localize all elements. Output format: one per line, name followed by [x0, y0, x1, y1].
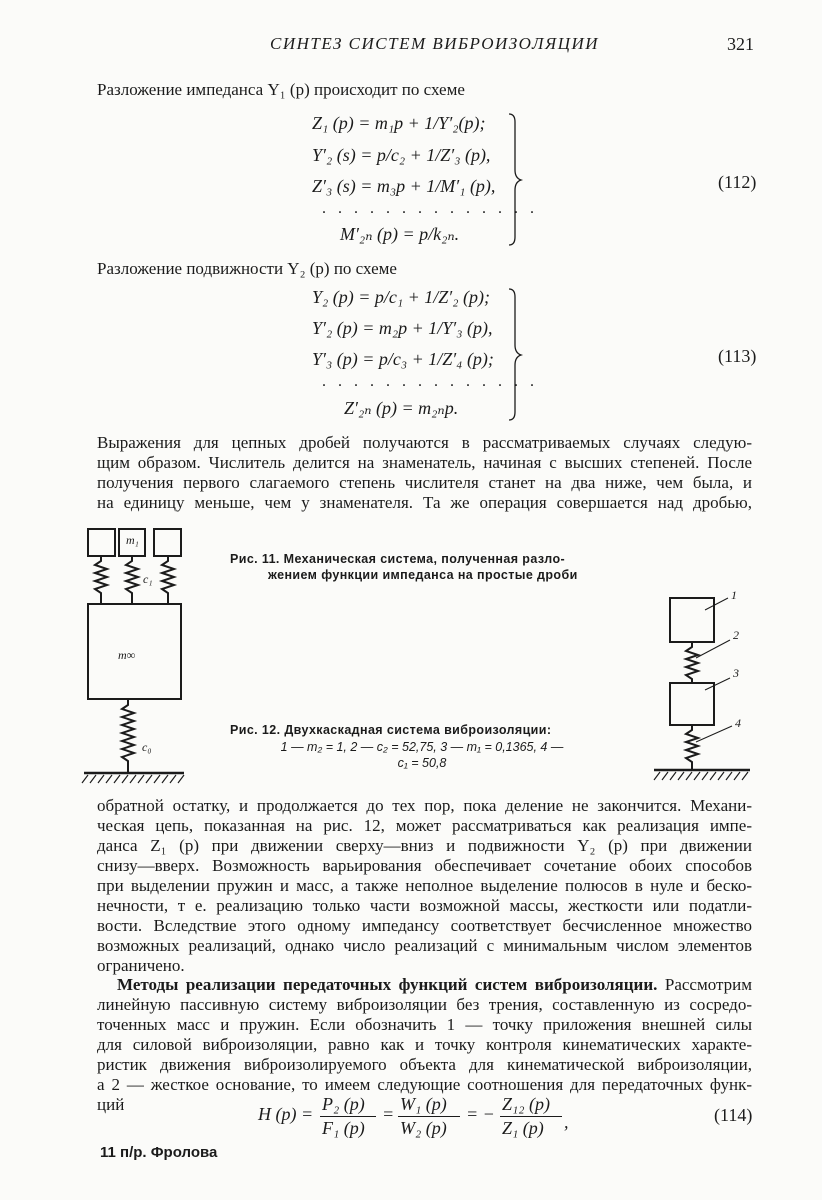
eq113-line: Y₂ (p) = p/c₁ + 1/Z′₂ (p);: [312, 287, 490, 307]
eq113-line: Y′₂ (p) = m₂p + 1/Y′₃ (p),: [312, 318, 493, 338]
text-line: линейную пассивную систему виброизоляции без трения, составленную из сосредо-: [97, 995, 752, 1014]
text-fragment: Рассмотрим: [657, 975, 752, 994]
text-line: Выражения для цепных дробей получаются в рассматриваемых случаях следую-: [97, 433, 752, 452]
section-heading: Методы реализации передаточных функций систем виброизоляции.: [117, 975, 658, 994]
text-line: а 2 — жесткое основание, то имеем следующие соотношения для передаточных функ-: [97, 1075, 752, 1094]
caption-line: Рис. 11. Механическая система, полученная разло-: [230, 552, 566, 566]
fig12-label-2: 2: [733, 628, 739, 642]
fig12-label-4: 4: [735, 716, 741, 730]
eq112-line: Y′₂ (s) = p/c₂ + 1/Z′₃ (p),: [312, 145, 491, 165]
eq113-line: Y′₃ (p) = p/c₃ + 1/Z′₄ (p);: [312, 349, 494, 369]
fig11-label-m1: m₁: [126, 533, 139, 547]
eq114-frac2-den: W₂ (p): [400, 1118, 447, 1138]
figure-12-diagram: [650, 570, 760, 785]
eq113-dots: . . . . . . . . . . . . . .: [322, 373, 538, 390]
page-number: 321: [727, 34, 754, 54]
footer-signature: 11 п/р. Фролова: [100, 1144, 218, 1161]
eq114-equals-1: =: [382, 1104, 395, 1124]
fig11-label-m-inf: m∞: [118, 648, 136, 662]
eq112-brace: [505, 112, 525, 247]
fig12-label-1: 1: [731, 588, 737, 602]
eq114-frac1-num: P₂ (p): [322, 1094, 365, 1114]
text-line: снизу—вверх. Возможность варьирования обеспечивает сочетание обоих способов: [97, 856, 752, 875]
paragraph-mechanical-chain: [97, 796, 752, 976]
eq114-number: (114): [714, 1105, 753, 1125]
intro-impedance: Разложение импеданса Y₁ (p) происходит по схеме: [97, 80, 465, 99]
text-line: для силовой виброизоляции, равно как и точку контроля кинематических характе-: [97, 1035, 752, 1054]
text-line: ристик движения виброизолируемого объекта для кинематической виброизоляции,: [97, 1055, 752, 1074]
caption-line: c₁ = 50,8: [397, 756, 447, 770]
equation-114: [258, 1094, 598, 1144]
eq112-line: Z′₃ (s) = m₃p + 1/M′₁ (p),: [312, 176, 496, 196]
text-line: ций: [97, 1095, 125, 1114]
eq112-dots: . . . . . . . . . . . . . .: [322, 200, 538, 217]
eq114-lhs: H (p) =: [258, 1104, 314, 1124]
running-title: СИНТЕЗ СИСТЕМ ВИБРОИЗОЛЯЦИИ: [270, 34, 600, 53]
text-line: точенных масс и пружин. Если обозначить 1 — точку приложения внешней силы: [97, 1015, 752, 1034]
text-line: нечности, т е. реализацию только части возможной массы, жесткости или податли-: [97, 896, 752, 915]
eq114-frac2-num: W₁ (p): [400, 1094, 447, 1114]
eq112-line: M′₂ₙ (p) = p/k₂ₙ.: [340, 224, 460, 244]
text-line: ограничено.: [97, 956, 185, 975]
text-line: данса Z₁ (p) при движении сверху—вниз и подвижности Y₂ (p) при движении: [97, 836, 752, 855]
eq114-frac1-den: F₁ (p): [322, 1118, 365, 1138]
eq114-frac3-den: Z₁ (p): [502, 1118, 544, 1138]
fig11-label-c1: c₁: [143, 572, 153, 586]
caption-line: 1 — m₂ = 1, 2 — c₂ = 52,75, 3 — m₁ = 0,1365, 4 —: [280, 740, 564, 754]
text-line: ческая цепь, показанная на рис. 12, может рассматриваться как реализация импе-: [97, 816, 752, 835]
eq114-frac3-bar: [500, 1116, 562, 1117]
eq113-number: (113): [718, 346, 757, 366]
text-line: щим образом. Числитель делится на знаменатель, начиная с высших степеней. После: [97, 453, 752, 472]
figure-12-caption-body: [222, 739, 622, 771]
figure-12-caption-title: Рис. 12. Двухкаскадная система виброизоляции:: [230, 723, 552, 737]
fig12-label-3: 3: [733, 666, 739, 680]
eq113-brace: [505, 287, 525, 422]
text-line: обратной остатку, и продолжается до тех пор, пока деление не закончится. Механи-: [97, 796, 752, 815]
text-line: [97, 975, 752, 995]
figure-11-caption: [230, 551, 610, 583]
eq113-line: Z′₂ₙ (p) = m₂ₙp.: [344, 398, 459, 418]
text-line: на единицу меньше, чем у знаменателя. Та же операция совершается над дробью,: [97, 493, 752, 512]
intro-mobility: Разложение подвижности Y₂ (p) по схеме: [97, 259, 397, 278]
eq114-frac3-num: Z₁₂ (p): [502, 1094, 551, 1114]
eq112-line: Z₁ (p) = m₁p + 1/Y′₂(p);: [312, 113, 486, 133]
caption-line: жением функции импеданса на простые дроби: [268, 568, 578, 582]
text-line: возможных реализаций, однако число реализаций с минимальным числом элементов: [97, 936, 752, 955]
eq114-frac2-bar: [398, 1116, 460, 1117]
text-line: вости. Вследствие этого одному импедансу соответствует бесчисленное множество: [97, 916, 752, 935]
text-line: получения первого слагаемого степень числителя станет на два ниже, чем была, и: [97, 473, 752, 492]
fig11-label-c0: c₀: [142, 740, 152, 754]
paragraph-continued-fractions: [97, 433, 752, 513]
text-line: при выделении пружин и масс, а также неполное выделение полюсов в нуле и беско-: [97, 876, 752, 895]
eq114-equals-2: = −: [466, 1104, 495, 1124]
eq114-comma: ,: [564, 1112, 569, 1132]
eq114-frac1-bar: [320, 1116, 376, 1117]
eq112-number: (112): [718, 172, 757, 192]
